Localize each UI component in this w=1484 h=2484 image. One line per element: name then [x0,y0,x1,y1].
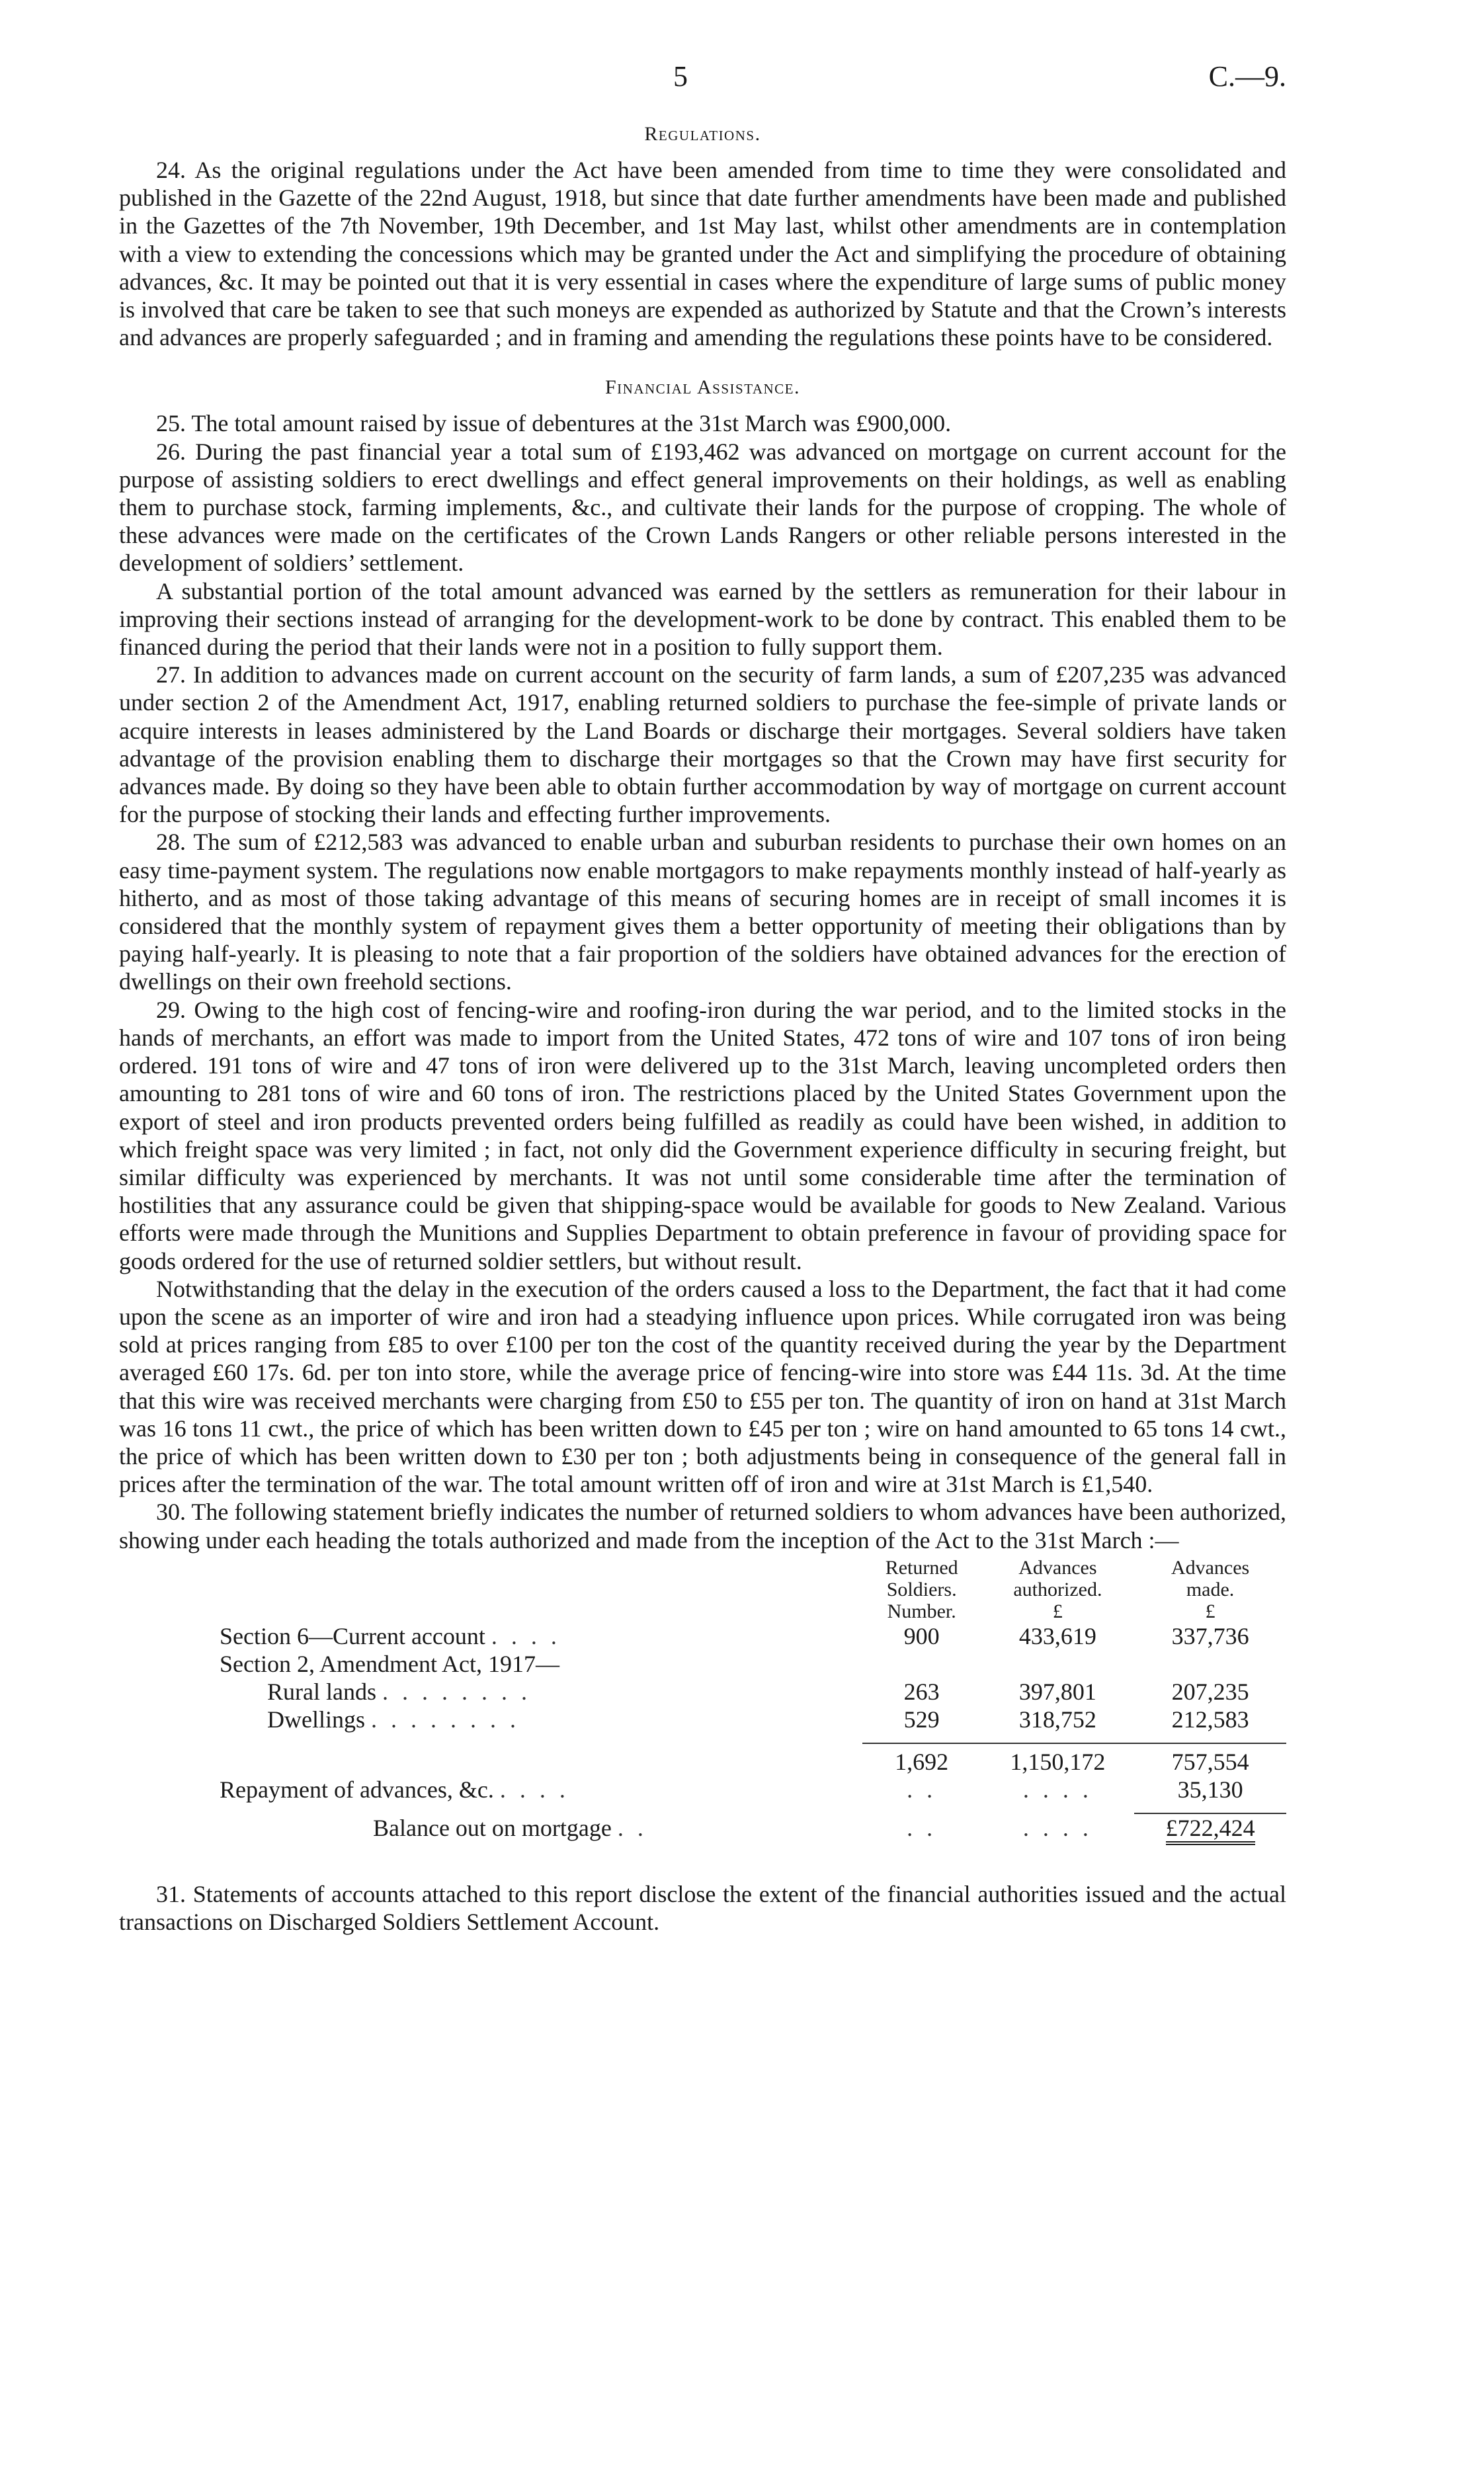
leader-dots: . . . . . . . . [382,1678,531,1705]
header-advances-made: Advances made. £ [1171,1556,1250,1622]
paragraph-26-continued: A substantial portion of the total amount advanced was earned by the settlers as remuneration for their labour in improving their sections instead of arranging for the development-work to be done by contract. This enabled them to be financed during the period that their lands were not in a position to fully support them. [119,577,1286,661]
leader-dots: . . . . . . . . [371,1706,520,1733]
leader-dots: . . . . [491,1622,561,1649]
leader-dots: . . [617,1814,647,1841]
header-returned-soldiers: Returned Soldiers. Number. [885,1556,958,1622]
section-heading-regulations: Regulations. [644,123,761,145]
paragraph-26: 26. During the past financial year a total sum of £193,462 was advanced on mortgage on current account for the purpose of assisting soldiers to erect dwellings and effect general improvements on their holdings, as well as enabling them to purchase stock, farming implements, &c., and cultivate their lands for the purpose of cropping. The whole of these advances were made on the certificates of the Crown Lands Rangers or other reliable persons interested in the development of soldiers’ settlement. [119,438,1286,577]
table-row: Dwellings . . . . . . . . 529 318,752 212,583 [267,1706,1249,1733]
table-repayment-row: Repayment of advances, &c. . . . . . . . . . . 35,130 [220,1776,1243,1803]
paragraph-25: 25. The total amount raised by issue of debentures at the 31st March was £900,000. [156,410,952,437]
table-row: Section 6—Current account . . . . 900 433,619 337,736 [220,1622,1249,1649]
paragraph-27: 27. In addition to advances made on current account on the security of farm lands, a sum of £207,235 was advanced under section 2 of the Amendment Act, 1917, enabling returned soldiers to purchase the fee-simple of private lands or acquire interests in leases administered by the Land Boards or discharge their mortgages. Several soldiers have taken advantage of the provision enabling them to discharge their mortgages so that the Crown may have first security for advances made. By doing so they have been able to obtain further accommodation by way of mortgage on current account for the purpose of stocking their lands and effecting further improvements. [119,661,1286,828]
table-header-row [220,1557,1286,1622]
table-row: Rural lands . . . . . . . . 263 397,801 207,235 [267,1678,1249,1705]
section-heading-financial-assistance: Financial Assistance. [604,376,801,399]
paragraph-31: 31. Statements of accounts attached to this report disclose the extent of the financial authorities issued and the actual transactions on Discharged Soldiers Settlement Account. [119,1880,1286,1935]
paragraph-29: 29. Owing to the high cost of fencing-wire and roofing-iron during the war period, and to the limited stocks in the hands of merchants, an effort was made to import from the United States, 472 tons of wire and 107 tons of iron being ordered. 191 tons of wire and 47 tons of iron were delivered up to the 31st March, leaving uncompleted orders then amounting to 281 tons of wire and 60 tons of iron. The restrictions placed by the United States Government upon the export of steel and iron products prevented orders being fulfilled as readily as could have been wished, in addition to which freight space was very limited ; in fact, not only did the Government experience difficulty in securing freight, but similar difficulty was experienced by merchants. It was not until some considerable time after the termination of hostilities that any assurance could be given that shipping-space would be available for goods to New Zealand. Various efforts were made through the Munitions and Supplies Department to obtain preference in favour of providing space for goods ordered for the use of returned soldier settlers, but without result. [119,996,1286,1274]
paragraph-29-continued: Notwithstanding that the delay in the execution of the orders caused a loss to the Department, the fact that it had come upon the scene as an importer of wire and iron had a steadying influence upon prices. While corrugated iron was being sold at prices ranging from £85 to over £100 per ton the cost of the quantity received during the year by the Department averaged £60 17s. 6d. per ton into store, while the average price of fencing-wire into store was £44 11s. 3d. At the time that this wire was received merchants were charging from £50 to £55 per ton. The quantity of iron on hand at 31st March was 16 tons 11 cwt., the price of which has been written down to £45 per ton ; wire on hand amounted to 65 tons 14 cwt., the price of which has been written down to £30 per ton ; both adjustments being in consequence of the general fall in prices after the termination of the war. The total amount written off of iron and wire at 31st March is £1,540. [119,1275,1286,1498]
advances-table [220,1557,1286,1842]
paragraph-28: 28. The sum of £212,583 was advanced to enable urban and suburban residents to purchase their own homes on an easy time-payment system. The regulations now enable mortgagors to make repayments monthly instead of half-yearly as hitherto, and as most of those taking advantage of this means of securing homes are in receipt of small incomes it is considered that the monthly system of repayment gives them a better opportunity of meeting their obligations than by paying half-yearly. It is pleasing to note that a fair proportion of the soldiers have obtained advances for the erection of dwellings on their own freehold sections. [119,829,1286,995]
table-row: Section 2, Amendment Act, 1917— [220,1650,559,1677]
paragraph-24: 24. As the original regulations under the Act have been amended from time to time they were consolidated and published in the Gazette of the 22nd August, 1918, but since that date further amendments have been made and published in the Gazettes of the 7th November, 19th December, and 1st May last, whilst other amendments are in contemplation with a view to extending the concessions which may be granted under the Act and simplifying the procedure of obtaining advances, &c. It may be pointed out that it is very essential in cases where the expenditure of large sums of public money is involved that care be taken to see that such moneys are expended as authorized by Statute and that the Crown’s interests and advances are properly safeguarded ; and in framing and amending the regulations these points have to be considered. [119,157,1286,351]
document-reference: C.—9. [1208,60,1286,93]
header-advances-authorized: Advances authorized. £ [1013,1556,1102,1622]
balance-total: £722,424 [1166,1815,1255,1845]
paragraph-30: 30. The following statement briefly indicates the number of returned soldiers to whom advances have been authorized, showing under each heading the totals authorized and made from the inception of the Act to the 31st March :— [119,1499,1286,1553]
page-number: 5 [673,60,688,93]
table-balance-row: Balance out on mortgage . . . . . . . . £722,424 [220,1813,1286,1842]
page-header [119,60,1286,107]
table-totals-row: 1,692 1,150,172 757,554 [220,1743,1286,1776]
document-page [119,60,1286,1936]
leader-dots: . . . . [499,1776,569,1803]
